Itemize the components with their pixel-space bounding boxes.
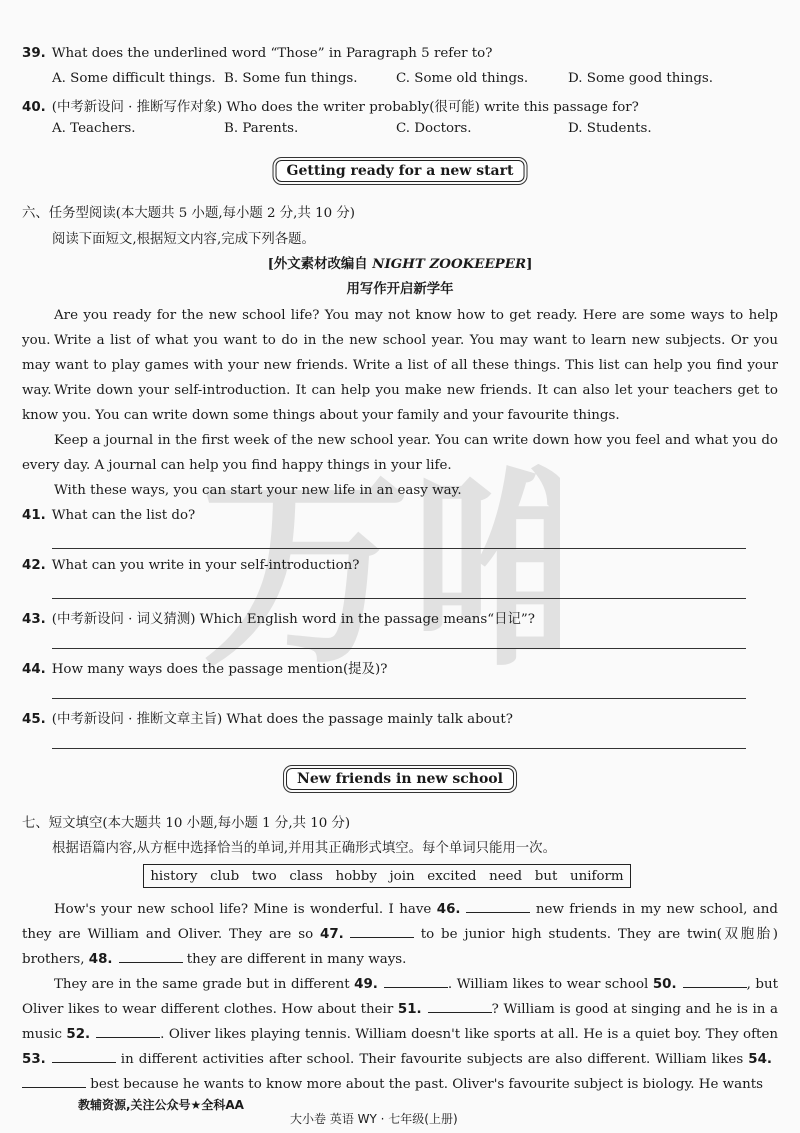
passage-paragraph: Write down your self-introduction. It can help you make new friends. It can also let your teachers get to know you. You can write down some things about your family and your favourite things. (22, 383, 778, 423)
section-6-instruction: 阅读下面短文,根据短文内容,完成下列各题。 (52, 232, 315, 247)
passage-paragraph: Write a list of what you want to do in the new school year. You may want to learn new subjects. Or you may want to play games with your new friends. Write a list of all these things. This list can help you find your way. (22, 333, 778, 398)
question-39-options (52, 71, 740, 86)
answer-line-45[interactable] (52, 748, 746, 749)
blank-50[interactable] (683, 975, 747, 988)
passage-paragraph: Keep a journal in the first week of the new school year. You can write down how you feel and what you do every day. A journal can help you find happy things in your life. (22, 433, 778, 473)
question-42: 42. What can you write in your self-introduction? (22, 558, 360, 573)
footer-book-title: 大小卷 英语 WY · 七年级(上册) (290, 1112, 458, 1126)
word-option: club (210, 868, 240, 884)
cloze-paragraph-1: How's your new school life? Mine is wonderful. I have 46. new friends in my new school, and they are William and Oliver. They are so 47. to be junior high students. They are twin(双胞胎) brothers, 48. they are different in many ways. (22, 902, 778, 967)
word-option: two (251, 868, 277, 884)
blank-51[interactable] (428, 1000, 492, 1013)
word-option: join (389, 868, 415, 884)
question-44: 44. How many ways does the passage mention(提及)? (22, 662, 388, 677)
word-option: uniform (569, 868, 624, 884)
option-b: B. Some fun things. (224, 71, 358, 86)
answer-line-42[interactable] (52, 598, 746, 599)
option-b: B. Parents. (224, 121, 299, 136)
word-option: class (289, 868, 323, 884)
option-c: C. Doctors. (396, 121, 472, 136)
word-option: history (150, 868, 198, 884)
word-option: excited (427, 868, 477, 884)
section-6-title: 六、任务型阅读(本大题共 5 小题,每小题 2 分,共 10 分) (22, 206, 355, 221)
answer-line-41[interactable] (52, 548, 746, 549)
word-option: hobby (335, 868, 377, 884)
question-45: 45. (中考新设问 · 推断文章主旨) What does the passage mainly talk about? (22, 712, 513, 727)
question-41: 41. What can the list do? (22, 508, 196, 523)
answer-line-43[interactable] (52, 648, 746, 649)
blank-46[interactable] (466, 900, 530, 913)
word-box (143, 864, 631, 888)
blank-47[interactable] (350, 925, 414, 938)
passage-title: 用写作开启新学年 (346, 281, 454, 297)
option-c: C. Some old things. (396, 71, 529, 86)
option-a: A. Some difficult things. (52, 71, 216, 86)
footer-promo: 教辅资源,关注公众号★全科AA (78, 1098, 244, 1112)
option-a: A. Teachers. (52, 121, 136, 136)
section-7-instruction: 根据语篇内容,从方框中选择恰当的单词,并用其正确形式填空。每个单词只能用一次。 (52, 841, 556, 856)
answer-line-44[interactable] (52, 698, 746, 699)
svg-text:万唯: 万唯 (200, 450, 560, 685)
word-option: need (489, 868, 523, 884)
passage-paragraph: Are you ready for the new school life? You may not know how to get ready. Here are some ways to help you. (22, 308, 778, 348)
option-d: D. Some good things. (568, 71, 714, 86)
blank-52[interactable] (96, 1025, 160, 1038)
passage-paragraph: With these ways, you can start your new life in an easy way. (54, 483, 462, 498)
question-40: 40. (中考新设问 · 推断写作对象) Who does the writer probably(很可能) write this passage for? (22, 100, 639, 115)
section-7-title: 七、短文填空(本大题共 10 小题,每小题 1 分,共 10 分) (22, 816, 351, 831)
question-43: 43. (中考新设问 · 词义猜测) Which English word in the passage means“日记”? (22, 612, 535, 627)
blank-54[interactable] (22, 1075, 86, 1088)
option-d: D. Students. (568, 121, 652, 136)
section-banner-new-friends: New friends in new school (286, 768, 514, 790)
word-option: but (534, 868, 558, 884)
blank-53[interactable] (52, 1050, 116, 1063)
blank-48[interactable] (119, 950, 183, 963)
blank-49[interactable] (384, 975, 448, 988)
section-banner-getting-ready: Getting ready for a new start (276, 160, 525, 182)
cloze-paragraph-2: They are in the same grade but in different 49. . William likes to wear school 50. , but Oliver likes to wear different clothes. How about their 51. ? William is good at singing and he is in a music 52. . Oliver likes playing tennis. William doesn't like sports at all. He is a quiet boy. They often 53. in different activities after school. Their favourite subjects are also different. William likes 54. best because he wants to know more about the past. Oliver's favourite subject is biology. He wants (22, 977, 778, 1092)
source-line: [外文素材改编自 NIGHT ZOOKEEPER] (267, 256, 533, 272)
question-40-options (52, 121, 740, 136)
question-39: 39. What does the underlined word “Those” in Paragraph 5 refer to? (22, 46, 493, 61)
